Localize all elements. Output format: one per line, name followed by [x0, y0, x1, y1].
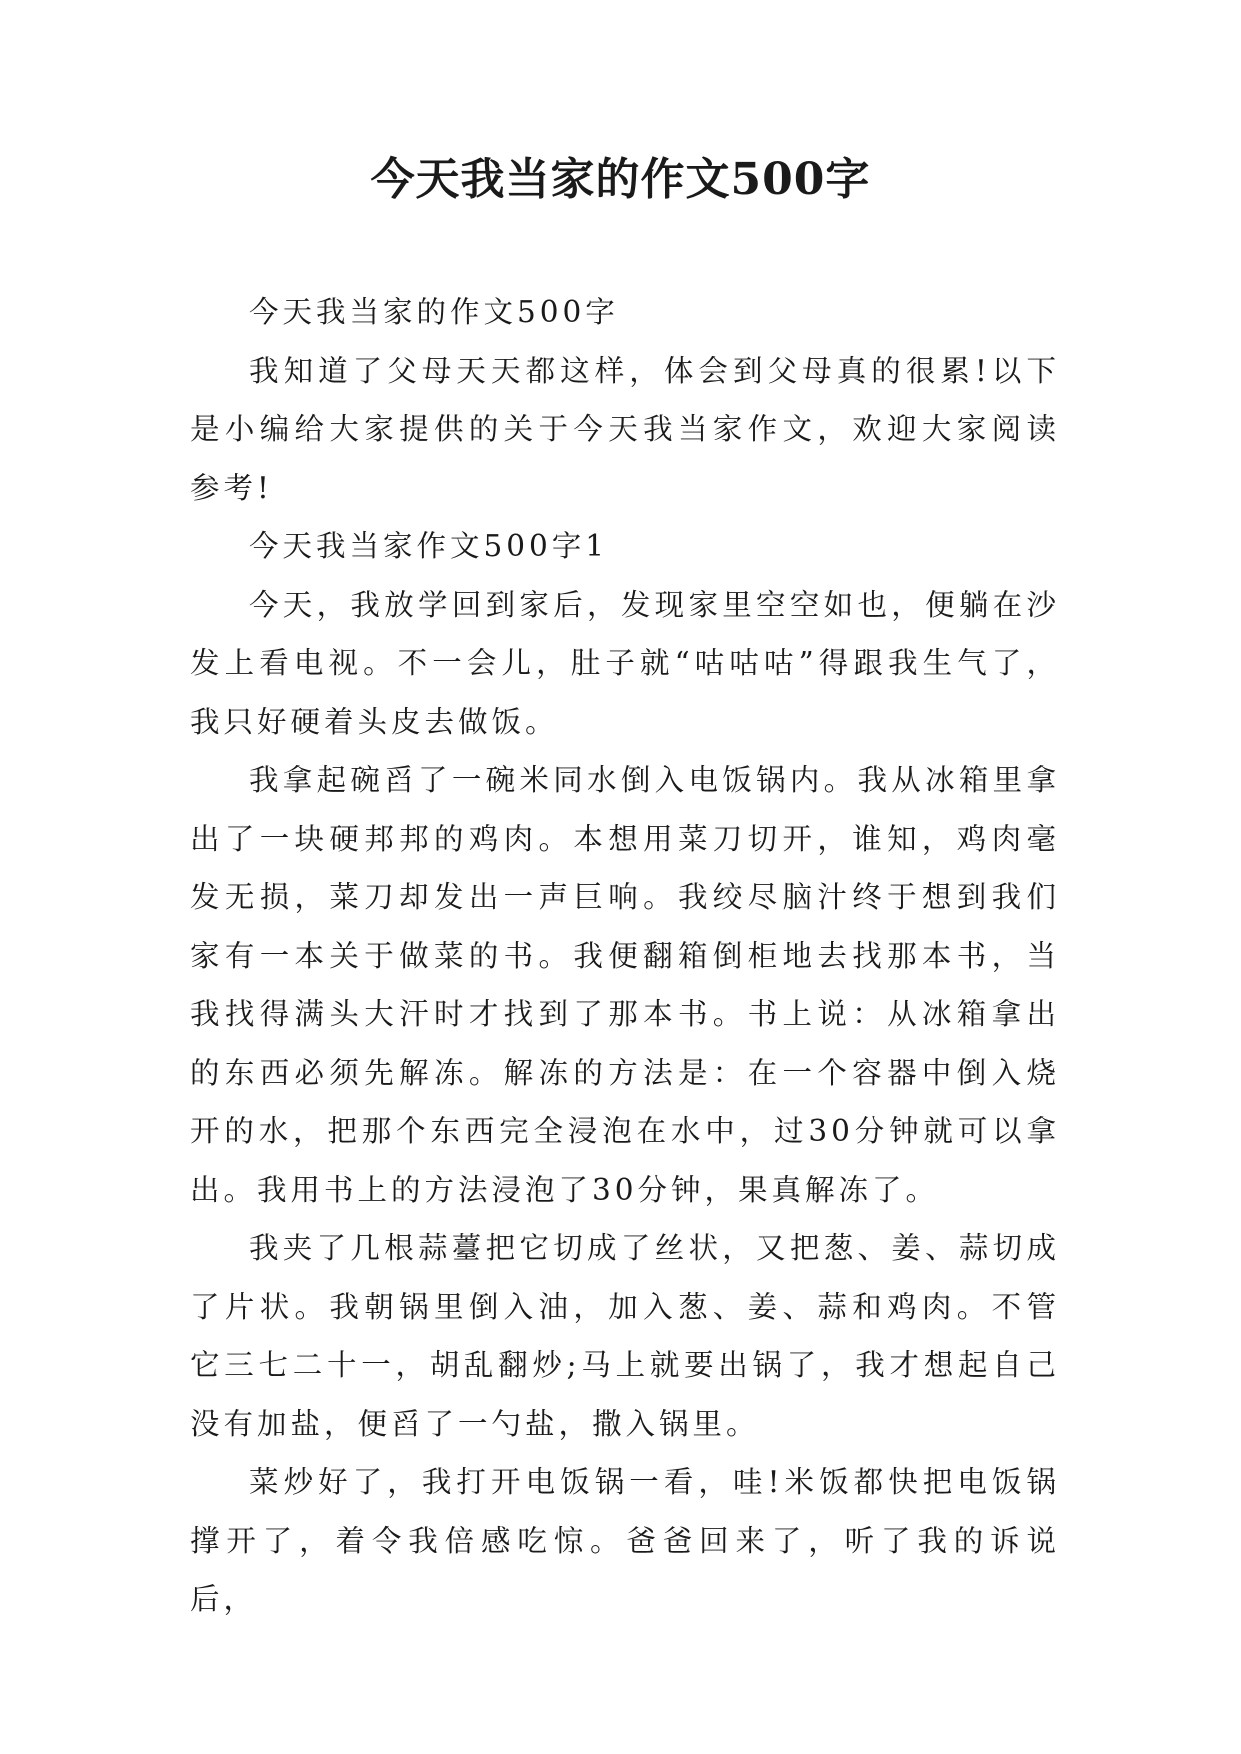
paragraph-body: 我拿起碗舀了一碗米同水倒入电饭锅内。我从冰箱里拿出了一块硬邦邦的鸡肉。本想用菜刀切开，谁知，鸡肉毫发无损，菜刀却发出一声巨响。我绞尽脑汁终于想到我们家有一本关于做菜的书。我便翻箱倒柜地去找那本书，当我找得满头大汗时才找到了那本书。书上说：从冰箱拿出的东西必须先解冻。解冻的方法是：在一个容器中倒入烧开的水，把那个东西完全浸泡在水中，过30分钟就可以拿出。我用书上的方法浸泡了30分钟，果真解冻了。	[190, 763, 1060, 1207]
document-body	[190, 283, 1060, 1629]
paragraph-body: 今天，我放学回到家后，发现家里空空如也，便躺在沙发上看电视。不一会儿，肚子就“咕咕咕”得跟我生气了，我只好硬着头皮去做饭。	[190, 587, 1060, 739]
paragraph-intro: 我知道了父母天天都这样，体会到父母真的很累!以下是小编给大家提供的关于今天我当家作文，欢迎大家阅读参考!	[190, 353, 1060, 505]
paragraph-section-heading: 今天我当家作文500字1	[249, 529, 609, 563]
paragraph-body: 菜炒好了，我打开电饭锅一看，哇!米饭都快把电饭锅撑开了，着令我倍感吃惊。爸爸回来了，听了我的诉说后，	[190, 1465, 1060, 1616]
paragraph-subtitle: 今天我当家的作文500字	[249, 295, 619, 329]
document-title: 今天我当家的作文500字	[370, 154, 871, 205]
paragraph-body: 我夹了几根蒜薹把它切成了丝状，又把葱、姜、蒜切成了片状。我朝锅里倒入油，加入葱、姜、蒜和鸡肉。不管它三七二十一，胡乱翻炒;马上就要出锅了，我才想起自己没有加盐，便舀了一勺盐，撒入锅里。	[190, 1231, 1060, 1441]
